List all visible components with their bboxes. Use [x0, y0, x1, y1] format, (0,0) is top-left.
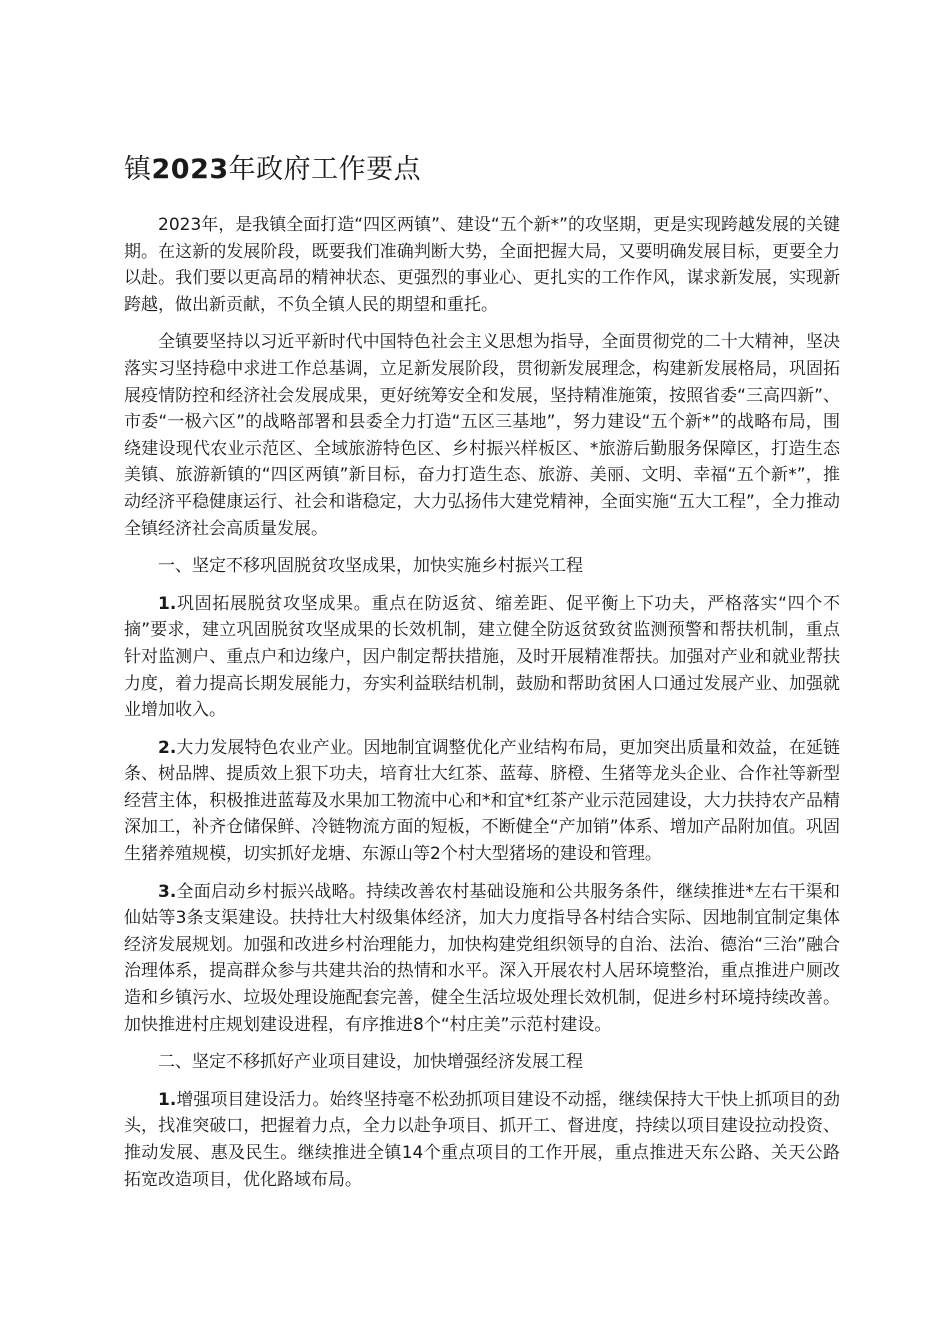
section-1-item-3 [124, 879, 840, 1039]
title-prefix: 镇 [124, 154, 152, 185]
section-1-item-1 [124, 591, 840, 724]
document-page [124, 150, 840, 1204]
item-number: 1. [158, 593, 177, 614]
item-text: 全面启动乡村振兴战略。持续改善农村基础设施和公共服务条件，继续推进*左右干渠和仙姑等3条支渠建设。扶持壮大村级集体经济，加大力度指导各村结合实际、因地制宜制定集体经济发展规划。加强和改进乡村治理能力，加快构建党组织领导的自治、法治、德治“三治”融合治理体系，提高群众参与共建共治的热情和水平。深入开展农村人居环境整治，重点推进户厕改造和乡镇污水、垃圾处理设施配套完善，健全生活垃圾处理长效机制，促进乡村环境持续改善。加快推进村庄规划建设进程，有序推进8个“村庄美”示范村建设。 [124, 881, 840, 1035]
item-number: 2. [158, 737, 177, 758]
document-title [124, 150, 840, 190]
section-1-item-2 [124, 735, 840, 868]
item-number: 3. [158, 881, 177, 902]
section-2-item-1 [124, 1087, 840, 1193]
intro-paragraph-1: 2023年，是我镇全面打造“四区两镇”、建设“五个新*”的攻坚期，更是实现跨越发展的关键期。在这新的发展阶段，既要我们准确判断大势，全面把握大局，又要明确发展目标，更要全力以赴。我们要以更高昂的精神状态、更强烈的事业心、更扎实的工作作风，谋求新发展，实现新跨越，做出新贡献，不负全镇人民的期望和重托。 [124, 215, 840, 315]
item-text: 增强项目建设活力。始终坚持毫不松劲抓项目建设不动摇，继续保持大干快上抓项目的劲头，找准突破口，把握着力点，全力以赴争项目、抓开工、督进度，持续以项目建设拉动投资、推动发展、惠及民生。继续推进全镇14个重点项目的工作开展，重点推进天东公路、关天公路拓宽改造项目，优化路域布局。 [124, 1089, 840, 1190]
item-number: 1. [158, 1089, 177, 1110]
section-heading-1: 一、坚定不移巩固脱贫攻坚成果，加快实施乡村振兴工程 [158, 556, 583, 577]
section-heading-2: 二、坚定不移抓好产业项目建设，加快增强经济发展工程 [158, 1052, 583, 1073]
intro-paragraph-2: 全镇要坚持以习近平新时代中国特色社会主义思想为指导，全面贯彻党的二十大精神，坚决落实习坚持稳中求进工作总基调，立足新发展阶段，贯彻新发展理念，构建新发展格局，巩固拓展疫情防控和经济社会发展成果，更好统筹安全和发展，坚持精准施策，按照省委“三高四新”、市委“一极六区”的战略部署和县委全力打造“五区三基地”，努力建设“五个新*”的战略布局，围绕建设现代农业示范区、全域旅游特色区、乡村振兴样板区、*旅游后勤服务保障区，打造生态美镇、旅游新镇的“四区两镇”新目标，奋力打造生态、旅游、美丽、文明、幸福“五个新*”，推动经济平稳健康运行、社会和谐稳定，大力弘扬伟大建党精神，全面实施“五大工程”，全力推动全镇经济社会高质量发展。 [124, 332, 840, 539]
title-year: 2023 [151, 154, 229, 185]
title-suffix: 年政府工作要点 [228, 154, 422, 185]
item-text: 大力发展特色农业产业。因地制宜调整优化产业结构布局，更加突出质量和效益，在延链条、树品牌、提质效上狠下功夫，培育壮大红茶、蓝莓、脐橙、生猪等龙头企业、合作社等新型经营主体，积极推进蓝莓及水果加工物流中心和*和宜*红茶产业示范园建设，大力扶持农产品精深加工，补齐仓储保鲜、冷链物流方面的短板，不断健全“产加销”体系、增加产品附加值。巩固生猪养殖规模，切实抓好龙塘、东源山等2个村大型猪场的建设和管理。 [124, 737, 840, 865]
item-text: 巩固拓展脱贫攻坚成果。重点在防返贫、缩差距、促平衡上下功夫，严格落实“四个不摘”要求，建立巩固脱贫攻坚成果的长效机制，建立健全防返贫致贫监测预警和帮扶机制，重点针对监测户、重点户和边缘户，因户制定帮扶措施，及时开展精准帮扶。加强对产业和就业帮扶力度，着力提高长期发展能力，夯实利益联结机制，鼓励和帮助贫困人口通过发展产业、加强就业增加收入。 [124, 593, 840, 721]
